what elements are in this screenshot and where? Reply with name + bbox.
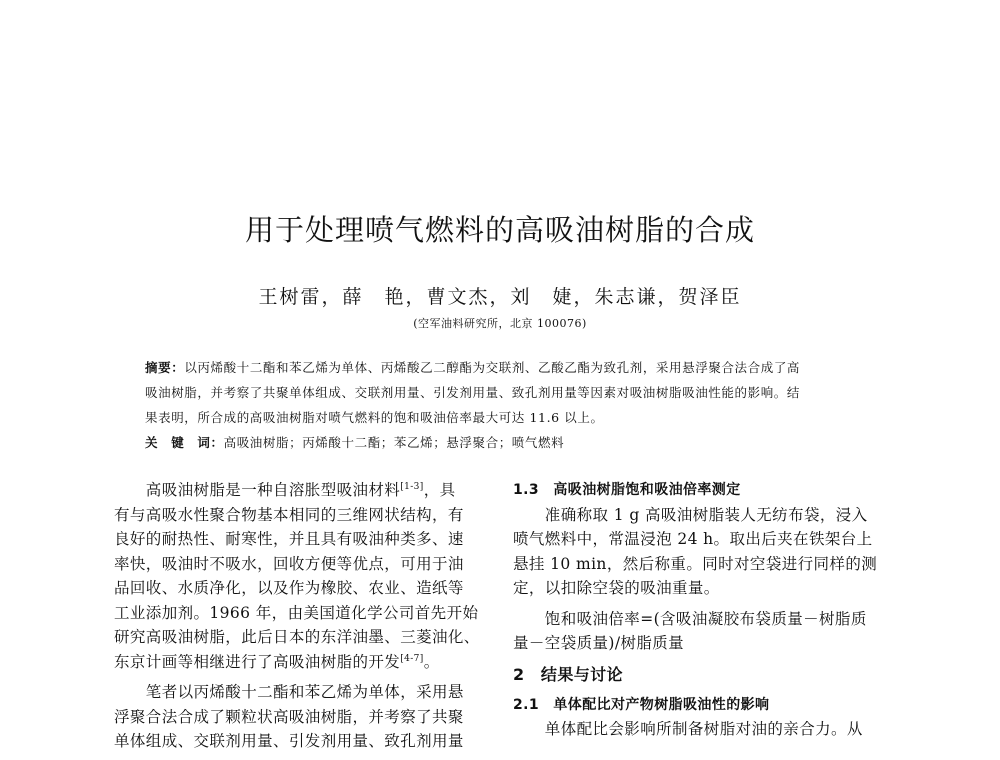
- body-line: 悬挂 10 min，然后称重。同时对空袋进行同样的测: [513, 554, 878, 573]
- formula-line: 量－空袋质量)/树脂质量: [513, 634, 685, 652]
- body-line: 研究高吸油树脂，此后日本的东洋油墨、三菱油化、: [114, 628, 480, 646]
- section-heading-1-3: 1.3 高吸油树脂饱和吸油倍率测定: [513, 482, 741, 498]
- body-line: 准确称取 1 g 高吸油树脂装人无纺布袋，浸入: [513, 505, 868, 524]
- body-line: 单体组成、交联剂用量、引发剂用量、致孔剂用量: [114, 732, 464, 750]
- body-line: 东京计画等相继进行了高吸油树脂的开发[4-7]。: [114, 652, 440, 671]
- section-heading-2-1: 2.1 单体配比对产物树脂吸油性的影响: [513, 696, 770, 713]
- abstract-label: 摘要：: [145, 360, 185, 375]
- citation: [4-7]: [400, 653, 424, 664]
- abstract-text: 以丙烯酸十二酯和苯乙烯为单体、丙烯酸乙二醇酯为交联剂、乙酸乙酯为致孔剂，采用悬浮聚合法合成了高: [184, 360, 801, 375]
- abstract: [145, 355, 870, 455]
- body-line: 单体配比会影响所制备树脂对油的亲合力。从: [513, 720, 863, 738]
- keywords-line: [145, 430, 870, 455]
- paper-title: 用于处理喷气燃料的高吸油树脂的合成: [244, 213, 755, 247]
- keywords-label: 关 键 词：: [145, 435, 224, 450]
- body-line: 良好的耐热性、耐寒性，并且具有吸油种类多、速: [114, 530, 464, 548]
- body-line: 有与高吸水性聚合物基本相同的三维网状结构，有: [114, 505, 464, 524]
- body-line: 品回收、水质净化，以及作为橡胶、农业、造纸等: [114, 579, 464, 597]
- left-column: [114, 478, 486, 754]
- abstract-line: 果表明，所合成的高吸油树脂对喷气燃料的饱和吸油倍率最大可达 11.6 以上。: [145, 410, 604, 425]
- citation: [1-3]: [400, 481, 424, 492]
- abstract-line: [145, 355, 870, 380]
- body-line: 率快，吸油时不吸水，回收方便等优点，可用于油: [114, 554, 464, 573]
- body-line: 定，以扣除空袋的吸油重量。: [513, 579, 720, 597]
- body-line: 喷气燃料中，常温浸泡 24 h。取出后夹在铁架台上: [513, 530, 873, 548]
- keywords-text: 高吸油树脂；丙烯酸十二酯；苯乙烯；悬浮聚合；喷气燃料: [223, 435, 565, 450]
- right-column: [513, 478, 885, 742]
- author-list: 王树雷，薛 艳，曹文杰，刘 婕，朱志谦，贺泽臣: [258, 286, 742, 308]
- formula-line: 饱和吸油倍率=(含吸油凝胶布袋质量－树脂质: [513, 609, 867, 628]
- body-line: 工业添加剂。1966 年，由美国道化学公司首先开始: [114, 603, 479, 622]
- body-line: 高吸油树脂是一种自溶胀型吸油材料[1-3]，具: [114, 481, 456, 499]
- body-line: 浮聚合法合成了颗粒状高吸油树脂，并考察了共聚: [114, 707, 464, 726]
- body-line: 笔者以丙烯酸十二酯和苯乙烯为单体，采用悬: [114, 683, 464, 701]
- section-heading-2: 2 结果与讨论: [513, 664, 623, 684]
- abstract-line: 吸油树脂，并考察了共聚单体组成、交联剂用量、引发剂用量、致孔剂用量等因素对吸油树脂吸油性能的影响。结: [145, 385, 801, 400]
- affiliation: (空军油料研究所，北京 100076): [413, 317, 587, 330]
